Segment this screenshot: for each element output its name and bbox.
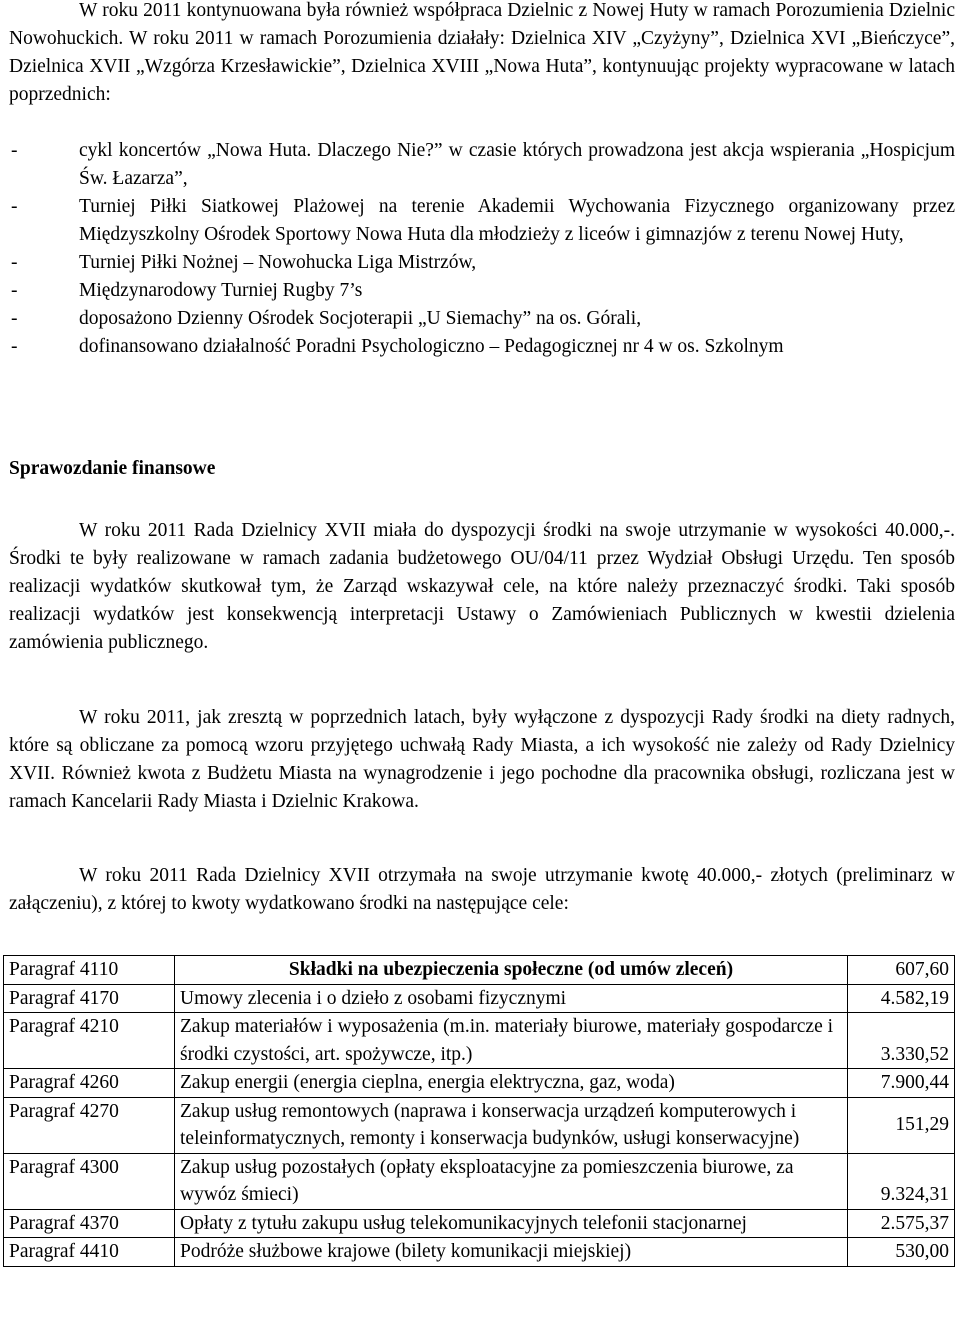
list-item-text: Międzynarodowy Turniej Rugby 7’s [79, 280, 363, 301]
list-item [9, 249, 955, 277]
amount-cell: 607,60 [848, 956, 955, 985]
list-item-text: doposażono Dzienny Ośrodek Socjoterapii „U Siemachy” na os. Górali, [79, 308, 642, 329]
list-dash: - [11, 140, 18, 161]
amount-cell: 9.324,31 [848, 1153, 955, 1209]
paragraph-text: W roku 2011 Rada Dzielnicy XVII miała do dyspozycji środki na swoje utrzymanie w wysokości 40.000,-. Środki te były realizowane w ramach zadania budżetowego OU/04/11 przez Wydział Obsługi Urzędu. Ten sposób realizacji wydatków skutkował tym, że Zarząd wskazywał cele, na które należy przeznaczyć środki. Taki sposób realizacji wydatków jest konsekwencją interpretacji Ustawy o Zamówieniach Publicznych w kwestii dzielenia zamówienia publicznego. [9, 520, 955, 653]
description-cell: Zakup usług remontowych (naprawa i konserwacja urządzeń komputerowych i teleinformatycznych, remonty i konserwacja budynków, usługi konserwacyjne) [175, 1097, 848, 1153]
description-cell: Składki na ubezpieczenia społeczne (od umów zleceń) [175, 956, 848, 985]
description-cell: Opłaty z tytułu zakupu usług telekomunikacyjnych telefonii stacjonarnej [175, 1209, 848, 1238]
amount-cell: 4.582,19 [848, 984, 955, 1013]
table-row [4, 1069, 955, 1098]
table-row [4, 1153, 955, 1209]
table-row [4, 956, 955, 985]
list-dash: - [11, 252, 18, 273]
list-item-text: dofinansowano działalność Poradni Psychologiczno – Pedagogicznej nr 4 w os. Szkolnym [79, 336, 784, 357]
paragraph-cell: Paragraf 4300 [4, 1153, 175, 1209]
table-row [4, 984, 955, 1013]
amount-cell: 151,29 [848, 1097, 955, 1153]
intro-paragraph [9, 0, 955, 109]
description-cell: Zakup materiałów i wyposażenia (m.in. materiały biurowe, materiały gospodarcze i środki czystości, art. spożywcze, itp.) [175, 1013, 848, 1069]
list-dash: - [11, 196, 18, 217]
list-item-text: cykl koncertów „Nowa Huta. Dlaczego Nie?” w czasie których prowadzona jest akcja wspierania „Hospicjum Św. Łazarza”, [79, 140, 955, 189]
amount-cell: 7.900,44 [848, 1069, 955, 1098]
list-dash: - [11, 336, 18, 357]
list-dash: - [11, 308, 18, 329]
list-item-text: Turniej Piłki Nożnej – Nowohucka Liga Mistrzów, [79, 252, 477, 273]
paragraph-cell: Paragraf 4410 [4, 1238, 175, 1267]
description-cell: Zakup usług pozostałych (opłaty eksploatacyjne za pomieszczenia biurowe, za wywóz śmieci) [175, 1153, 848, 1209]
list-dash: - [11, 280, 18, 301]
expense-table [3, 955, 955, 1267]
list-item [9, 137, 955, 193]
paragraph-cell: Paragraf 4370 [4, 1209, 175, 1238]
finance-paragraph-3 [9, 862, 955, 918]
intro-text: W roku 2011 kontynuowana była również współpraca Dzielnic z Nowej Huty w ramach Porozumienia Dzielnic Nowohuckich. W roku 2011 w ramach Porozumienia działały: Dzielnica XIV „Czyżyny”, Dzielnica XVI „Bieńczyce”, Dzielnica XVII „Wzgórza Krzesławickie”, Dzielnica XVIII „Nowa Huta”, kontynuując projekty wypracowane w latach poprzednich: [9, 0, 955, 105]
list-item [9, 193, 955, 249]
table-row [4, 1013, 955, 1069]
paragraph-cell: Paragraf 4210 [4, 1013, 175, 1069]
description-cell: Podróże służbowe krajowe (bilety komunikacji miejskiej) [175, 1238, 848, 1267]
paragraph-cell: Paragraf 4170 [4, 984, 175, 1013]
paragraph-text: W roku 2011, jak zresztą w poprzednich latach, były wyłączone z dyspozycji Rady środki na diety radnych, które są obliczane za pomocą wzoru przyjętego uchwałą Rady Miasta, a ich wysokość nie zależy od Rady Dzielnicy XVII. Również kwota z Budżetu Miasta na wynagrodzenie i jego pochodne dla pracownika obsługi, rozliczana jest w ramach Kancelarii Rady Miasta i Dzielnic Krakowa. [9, 707, 955, 812]
list-item [9, 333, 955, 361]
paragraph-text: W roku 2011 Rada Dzielnicy XVII otrzymała na swoje utrzymanie kwotę 40.000,- złotych (preliminarz w załączeniu), z której to kwoty wydatkowano środki na następujące cele: [9, 865, 955, 914]
table-row [4, 1097, 955, 1153]
list-item [9, 305, 955, 333]
list-item-text: Turniej Piłki Siatkowej Plażowej na terenie Akademii Wychowania Fizycznego organizowany przez Międzyszkolny Ośrodek Sportowy Nowa Huta dla młodzieży z liceów i gimnazjów z terenu Nowej Huty, [79, 196, 955, 245]
amount-cell: 2.575,37 [848, 1209, 955, 1238]
finance-paragraph-2 [9, 704, 955, 816]
section-heading: Sprawozdanie finansowe [9, 458, 216, 479]
table-row [4, 1238, 955, 1267]
amount-cell: 3.330,52 [848, 1013, 955, 1069]
list-item [9, 277, 955, 305]
paragraph-cell: Paragraf 4110 [4, 956, 175, 985]
paragraph-cell: Paragraf 4260 [4, 1069, 175, 1098]
amount-cell: 530,00 [848, 1238, 955, 1267]
paragraph-cell: Paragraf 4270 [4, 1097, 175, 1153]
table-row [4, 1209, 955, 1238]
description-cell: Zakup energii (energia cieplna, energia elektryczna, gaz, woda) [175, 1069, 848, 1098]
project-list [9, 137, 955, 361]
description-cell: Umowy zlecenia i o dzieło z osobami fizycznymi [175, 984, 848, 1013]
finance-paragraph-1 [9, 517, 955, 657]
